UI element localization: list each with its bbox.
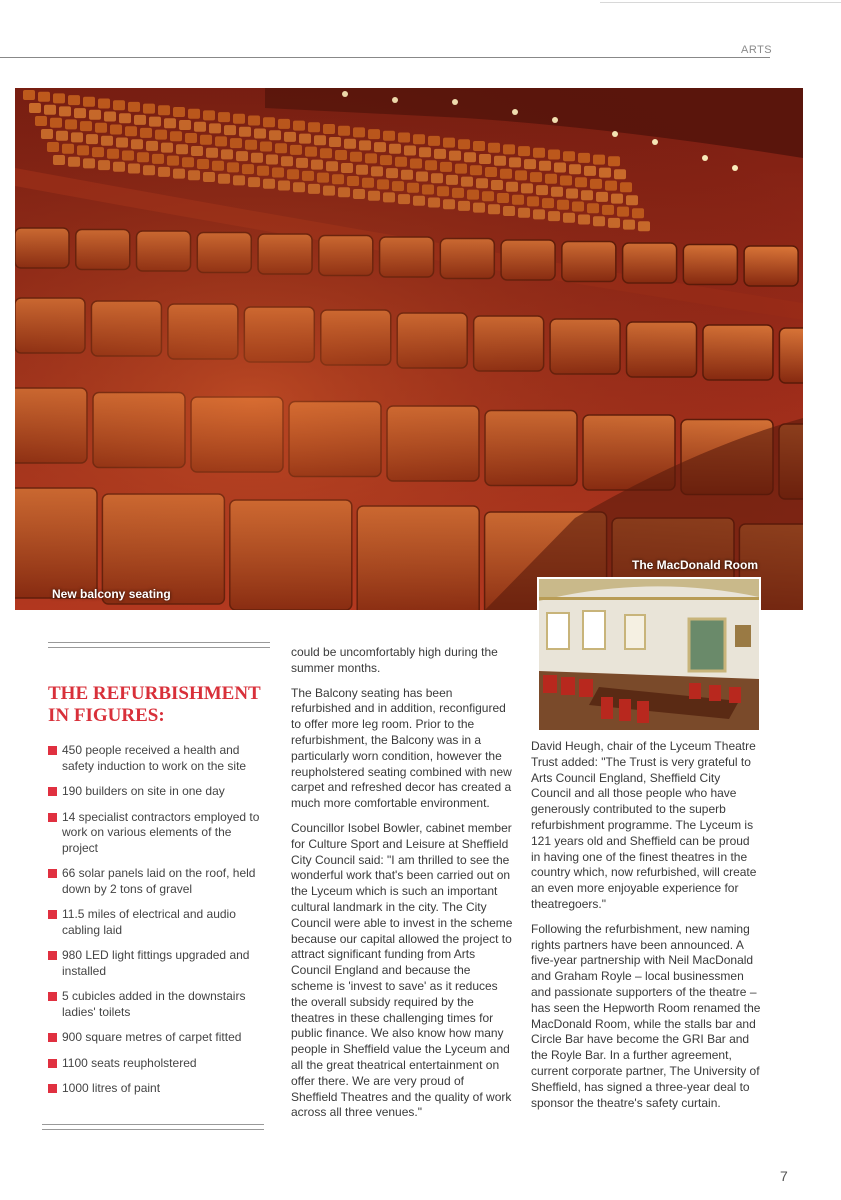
figure-text: 900 square metres of carpet fitted [62,1030,242,1044]
figure-text: 980 LED light fittings upgraded and installed [62,948,250,978]
bullet-square-icon [48,1059,57,1068]
figure-item [48,743,270,774]
body-paragraph: Councillor Isobel Bowler, cabinet member for Culture Sport and Leisure at Sheffield City Council said: "I am thrilled to see the wonderful work that's been carried out on the Lyceum which is such an important cultural landmark in the city. The City Council were able to invest in the scheme because our capital allowed the project to attract significant funding from Arts Council England and because the scheme is 'invest to save' as it reduces the overall subsidy required by the theatres in these challenging times for public finance. We also know how many people in Sheffield value the Lyceum and all the great theatrical entertainment on offer there. We are very proud of Sheffield Theatres and the quality of work across all three venues." [291,820,513,1120]
bullet-square-icon [48,1033,57,1042]
top-rule [600,2,841,3]
bullet-square-icon [48,1084,57,1093]
figure-text: 11.5 miles of electrical and audio cabling laid [62,907,236,937]
sidebar-rule-top [48,642,270,648]
bullet-square-icon [48,787,57,796]
figure-item [48,866,270,897]
bullet-square-icon [48,869,57,878]
sidebar-title: THE REFURBISHMENT IN FIGURES: [48,683,261,726]
figure-item [48,948,270,979]
figure-text: 450 people received a health and safety induction to work on the site [62,743,247,773]
figure-item [48,907,270,938]
page-number: 7 [780,1168,788,1184]
body-column-right [531,739,761,1120]
caption-macdonald-room: The MacDonald Room [632,558,759,572]
caption-balcony-seating: New balcony seating [52,587,171,601]
main-photo-balcony-seating [15,88,803,610]
figure-item [48,989,270,1020]
sidebar-rule-bottom [42,1124,264,1130]
figure-item [48,1056,270,1072]
body-paragraph: could be uncomfortably high during the summer months. [291,645,498,675]
figure-item [48,784,270,800]
body-paragraph: David Heugh, chair of the Lyceum Theatre Trust added: "The Trust is very grateful to Arts Council England, Sheffield City Council and all those people who have generously contributed to the superb refurbishment programme. The Lyceum is 121 years old and Sheffield can be proud in having one of the finest theatres in the country which, now refurbished, will create an even more enjoyable experience for theatregoers." [531,739,757,911]
figure-text: 14 specialist contractors employed to work on various elements of the project [62,809,260,855]
figure-item [48,1081,270,1097]
figure-text: 1000 litres of paint [62,1081,161,1095]
section-label: ARTS [741,44,773,56]
figure-text: 5 cubicles added in the downstairs ladies' toilets [62,989,246,1019]
figure-item [48,1030,270,1046]
bullet-square-icon [48,813,57,822]
bullet-square-icon [48,992,57,1001]
inset-photo-macdonald-room [537,577,761,732]
figure-text: 190 builders on site in one day [62,784,225,798]
bullet-square-icon [48,746,57,755]
bullet-square-icon [48,951,57,960]
bullet-square-icon [48,910,57,919]
body-paragraph: The Balcony seating has been refurbished and in addition, reconfigured to offer more leg room. Prior to the refurbishment, the Balcony was in a particularly worn condition, however the reupholstered seating combined with new carpet and refreshed decor has created a much more comfortable environment. [291,685,512,811]
figures-list [48,743,270,1097]
body-paragraph: Following the refurbishment, new naming rights partners have been announced. A five-year partnership with Neil MacDonald and Graham Royle – local businessmen and passionate supporters of the theatre – has seen the Hepworth Room renamed the MacDonald Room, while the stalls bar and Circle Bar have become the GRI Bar and the Royle Bar. In a further agreement, current corporate partner, The University of Sheffield, has signed a three-year deal to sponsor the theatre's safety curtain. [531,921,761,1110]
body-column-middle [291,645,513,1130]
figure-item [48,810,270,857]
figure-text: 1100 seats reupholstered [62,1055,197,1070]
header-rule [0,57,770,58]
figure-text: 66 solar panels laid on the roof, held down by 2 tons of gravel [62,866,256,896]
